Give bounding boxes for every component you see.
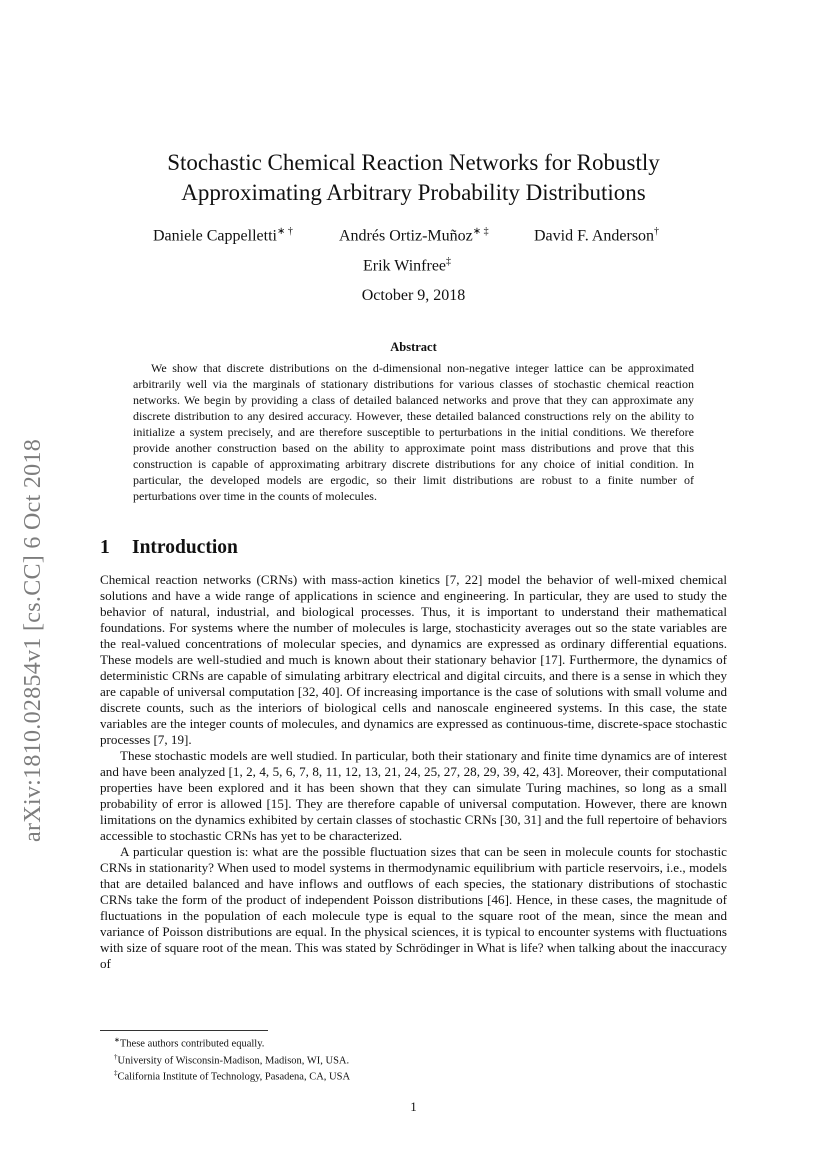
author: Andrés Ortiz-Muñoz∗ ‡ (339, 226, 489, 245)
author: Daniele Cappelletti∗ † (153, 226, 293, 245)
footnote: ‡California Institute of Technology, Pasadena, CA, USA (114, 1069, 351, 1083)
author-affiliation-marks: ‡ (446, 256, 452, 267)
footnotes (100, 1034, 727, 1084)
title-line-1: Stochastic Chemical Reaction Networks for Robustly (167, 150, 660, 175)
arxiv-stamp-text: arXiv:1810.02854v1 [cs.CC] 6 Oct 2018 (20, 438, 46, 842)
author-affiliation-marks: ∗ † (276, 226, 293, 237)
footnote-divider (100, 1030, 268, 1031)
paragraph: Chemical reaction networks (CRNs) with mass-action kinetics [7, 22] model the behavior of well-mixed chemical solutions and have a wide range of applications in science and engineering. In particular, they are used to study the behavior of natural, industrial, and biological processes. Thus, it is important to understand their mathematical foundations. For systems where the number of molecules is large, stochasticity averages out so the state variables are the real-valued concentrations of molecular species, and dynamics are expressed as ordinary differential equations. These models are well-studied and much is known about their stationary behavior [17]. Furthermore, the dynamics of deterministic CRNs are capable of simulating arbitrary electrical and digital circuits, and there is a sense in which they are capable of universal computation [32, 40]. Of increasing importance is the case of solutions with small volume and discrete counts, such as the interiors of biological cells and nanoscale engineered systems. In this case, the state variables are the integer counts of molecules, and dynamics are expressed as continuous-time, discrete-space stochastic processes [7, 19]. (100, 572, 727, 747)
author: David F. Anderson† (534, 226, 660, 245)
section-number: 1 (100, 537, 110, 558)
author-affiliation-marks: ∗ ‡ (472, 226, 489, 237)
section-heading (100, 537, 238, 559)
author-affiliation-marks: † (654, 226, 660, 237)
paragraph: A particular question is: what are the possible fluctuation sizes that can be seen in molecule counts for stochastic CRNs in stationarity? When used to model systems in thermodynamic equilibrium with particle reservoirs, i.e., models that are detailed balanced and have inflows and outflows of each species, the stationary distributions of stochastic CRNs take the form of the product of independent Poisson distributions [46]. Hence, in these cases, the magnitude of fluctuations in the population of each molecule type is equal to the square root of the mean, since the mean and variance of Poisson distributions are equal. In the physical sciences, it is typical to encounter systems with fluctuations with size of square root of the mean. This was stated by Schrödinger in What is life? when talking about the inaccuracy of (100, 844, 727, 971)
section-title: Introduction (132, 537, 238, 558)
page-number: 1 (410, 1099, 417, 1114)
publication-date: October 9, 2018 (361, 287, 466, 304)
title-line-2: Approximating Arbitrary Probability Distributions (181, 180, 646, 205)
footnote: †University of Wisconsin-Madison, Madison, WI, USA. (114, 1052, 350, 1066)
abstract-heading: Abstract (390, 340, 437, 354)
abstract-text: We show that discrete distributions on the d-dimensional non-negative integer lattice can be approximated arbitrarily well via the marginals of stationary distributions for various classes of stochastic chemical reaction networks. We begin by providing a class of detailed balanced networks and prove that they can approximate any discrete distribution to any desired accuracy. However, these detailed balanced constructions rely on the ability to initialize a system precisely, and are therefore susceptible to perturbations in the initial conditions. We therefore provide another construction based on the ability to approximate point mass distributions and prove that this construction is capable of approximating arbitrary discrete distributions for any choice of initial condition. In particular, the developed models are ergodic, so their limit distributions are robust to a finite number of perturbations over time in the counts of molecules. (133, 361, 694, 503)
author: Erik Winfree‡ (363, 256, 452, 275)
paragraph: These stochastic models are well studied. In particular, both their stationary and finite time dynamics are of interest and have been analyzed [1, 2, 4, 5, 6, 7, 8, 11, 12, 13, 21, 24, 25, 27, 28, 29, 39, 42, 43]. Moreover, their computational properties have been explored and it has been shown that they can simulate Turing machines, so long as a small probability of error is allowed [15]. They are therefore capable of universal computation. However, there are known limitations on the dynamics exhibited by certain classes of stochastic CRNs [30, 31] and the full repertoire of behaviors accessible to stochastic CRNs has yet to be characterized. (100, 748, 727, 843)
section-body (100, 572, 727, 972)
footnote: ∗These authors contributed equally. (114, 1036, 265, 1050)
paper-title (100, 148, 727, 208)
